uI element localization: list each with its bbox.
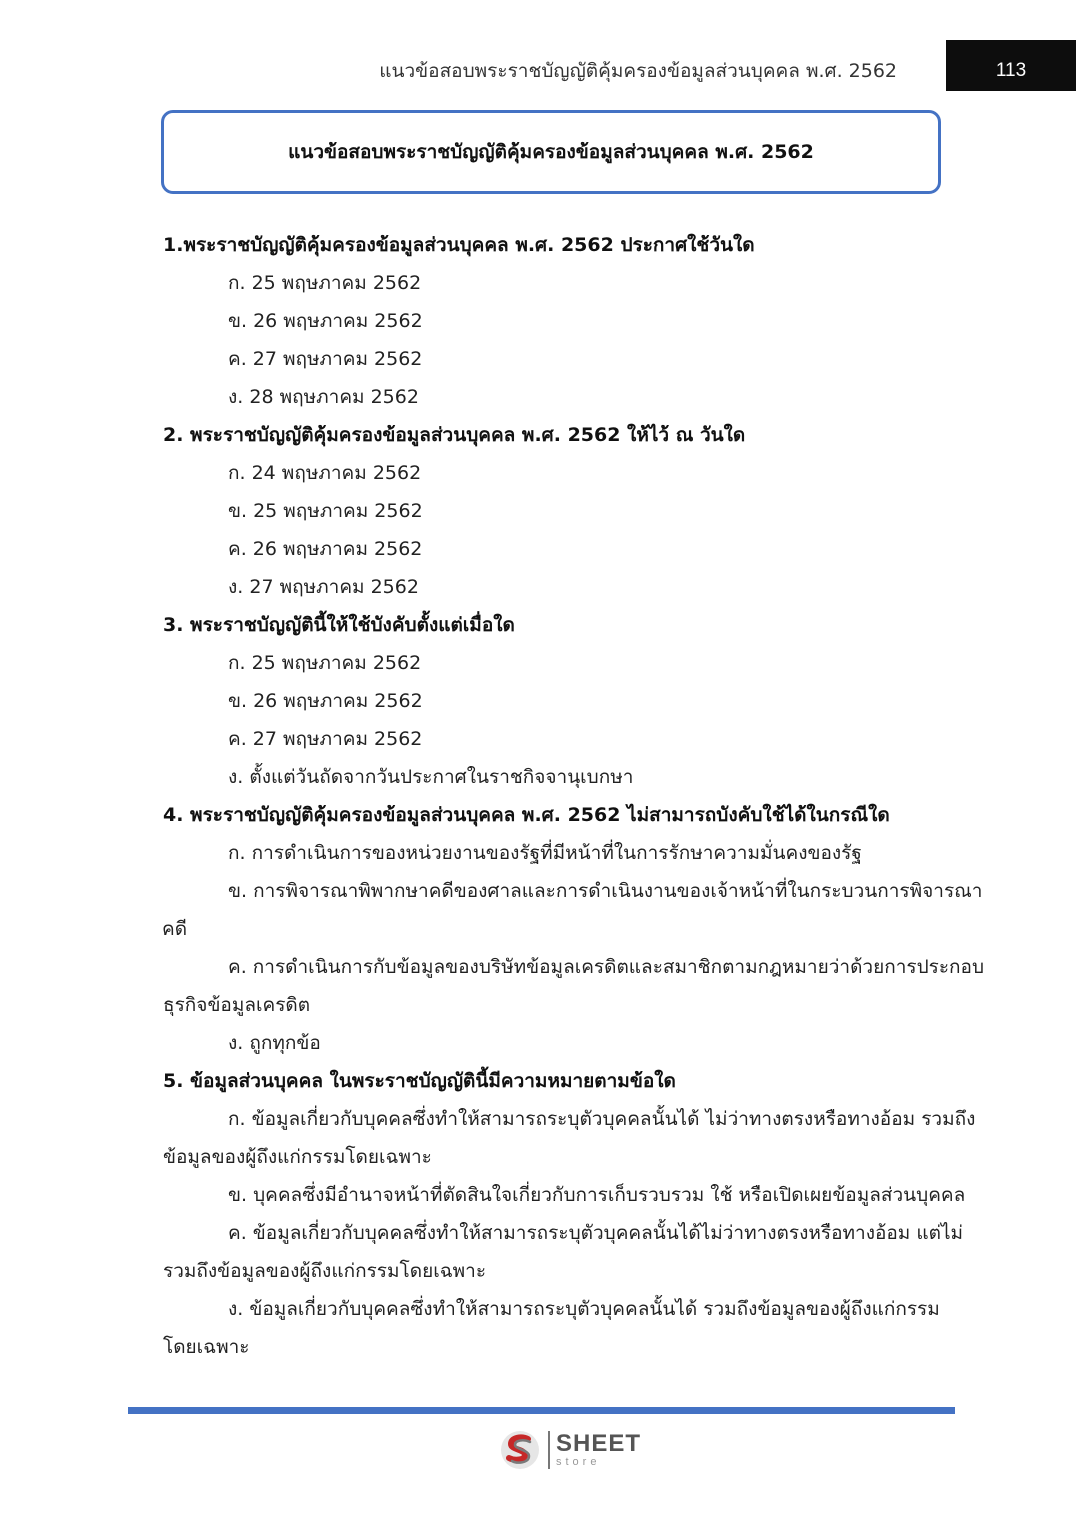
page-title: แนวข้อสอบพระราชบัญญัติคุ้มครองข้อมูลส่วนบุคคล พ.ศ. 2562 bbox=[288, 141, 814, 163]
choice: ก. 25 พฤษภาคม 2562 bbox=[228, 652, 422, 674]
question-2: 2. พระราชบัญญัติคุ้มครองข้อมูลส่วนบุคคล พ.ศ. 2562 ให้ไว้ ณ วันใด bbox=[163, 424, 746, 446]
choice: ค. 26 พฤษภาคม 2562 bbox=[228, 538, 423, 560]
logo-divider bbox=[548, 1431, 550, 1469]
choice: ก. การดำเนินการของหน่วยงานของรัฐที่มีหน้าที่ในการรักษาความมั่นคงของรัฐ bbox=[228, 842, 862, 864]
footer-divider bbox=[128, 1407, 955, 1414]
question-1: 1.พระราชบัญญัติคุ้มครองข้อมูลส่วนบุคคล พ.ศ. 2562 ประกาศใช้วันใด bbox=[163, 234, 755, 256]
choice: ค. การดำเนินการกับข้อมูลของบริษัทข้อมูลเครดิตและสมาชิกตามกฎหมายว่าด้วยการประกอบ bbox=[228, 956, 985, 978]
choice: ข. การพิจารณาพิพากษาคดีของศาลและการดำเนินงานของเจ้าหน้าที่ในกระบวนการพิจารณา bbox=[228, 880, 983, 902]
choice: ก. 25 พฤษภาคม 2562 bbox=[228, 272, 422, 294]
choice: ก. ข้อมูลเกี่ยวกับบุคคลซึ่งทำให้สามารถระบุตัวบุคคลนั้นได้ ไม่ว่าทางตรงหรือทางอ้อม รวมถึง bbox=[228, 1108, 976, 1130]
choice: ข. บุคคลซึ่งมีอำนาจหน้าที่ตัดสินใจเกี่ยวกับการเก็บรวบรวม ใช้ หรือเปิดเผยข้อมูลส่วนบุคคล bbox=[228, 1184, 966, 1206]
sheet-store-logo-icon bbox=[498, 1428, 542, 1472]
choice: ข. 26 พฤษภาคม 2562 bbox=[228, 310, 423, 332]
brand-sub: store bbox=[556, 1456, 601, 1468]
title-box bbox=[161, 110, 941, 194]
choice: ข. 26 พฤษภาคม 2562 bbox=[228, 690, 423, 712]
choice: ค. 27 พฤษภาคม 2562 bbox=[228, 728, 423, 750]
choice-continuation: ธุรกิจข้อมูลเครดิต bbox=[163, 994, 311, 1016]
choice: ง. 27 พฤษภาคม 2562 bbox=[228, 576, 419, 598]
page-number: 113 bbox=[946, 40, 1076, 91]
choice: ข. 25 พฤษภาคม 2562 bbox=[228, 500, 423, 522]
choice-continuation: คดี bbox=[162, 918, 188, 940]
question-list bbox=[162, 226, 985, 1366]
footer-logo bbox=[498, 1428, 641, 1472]
choice: ง. ถูกทุกข้อ bbox=[228, 1032, 321, 1054]
brand-name: SHEET bbox=[556, 1430, 642, 1457]
choice: ง. ข้อมูลเกี่ยวกับบุคคลซึ่งทำให้สามารถระบุตัวบุคคลนั้นได้ รวมถึงข้อมูลของผู้ถึงแก่กรรม bbox=[228, 1298, 940, 1320]
choice-continuation: โดยเฉพาะ bbox=[163, 1336, 250, 1358]
choice: ง. ตั้งแต่วันถัดจากวันประกาศในราชกิจจานุเบกษา bbox=[228, 766, 634, 788]
choice: ง. 28 พฤษภาคม 2562 bbox=[228, 386, 419, 408]
choice-continuation: ข้อมูลของผู้ถึงแก่กรรมโดยเฉพาะ bbox=[163, 1146, 432, 1168]
choice: ก. 24 พฤษภาคม 2562 bbox=[228, 462, 422, 484]
choice-continuation: รวมถึงข้อมูลของผู้ถึงแก่กรรมโดยเฉพาะ bbox=[163, 1260, 487, 1282]
running-header: แนวข้อสอบพระราชบัญญัติคุ้มครองข้อมูลส่วนบุคคล พ.ศ. 2562 bbox=[379, 60, 897, 82]
choice: ค. 27 พฤษภาคม 2562 bbox=[228, 348, 423, 370]
brand-text bbox=[556, 1432, 641, 1468]
choice: ค. ข้อมูลเกี่ยวกับบุคคลซึ่งทำให้สามารถระบุตัวบุคคลนั้นได้ไม่ว่าทางตรงหรือทางอ้อม แต่ไม่ bbox=[228, 1222, 964, 1244]
question-3: 3. พระราชบัญญัตินี้ให้ใช้บังคับตั้งแต่เมื่อใด bbox=[163, 614, 515, 636]
question-5: 5. ข้อมูลส่วนบุคคล ในพระราชบัญญัตินี้มีความหมายตามข้อใด bbox=[163, 1070, 676, 1092]
question-4: 4. พระราชบัญญัติคุ้มครองข้อมูลส่วนบุคคล พ.ศ. 2562 ไม่สามารถบังคับใช้ได้ในกรณีใด bbox=[163, 804, 890, 826]
